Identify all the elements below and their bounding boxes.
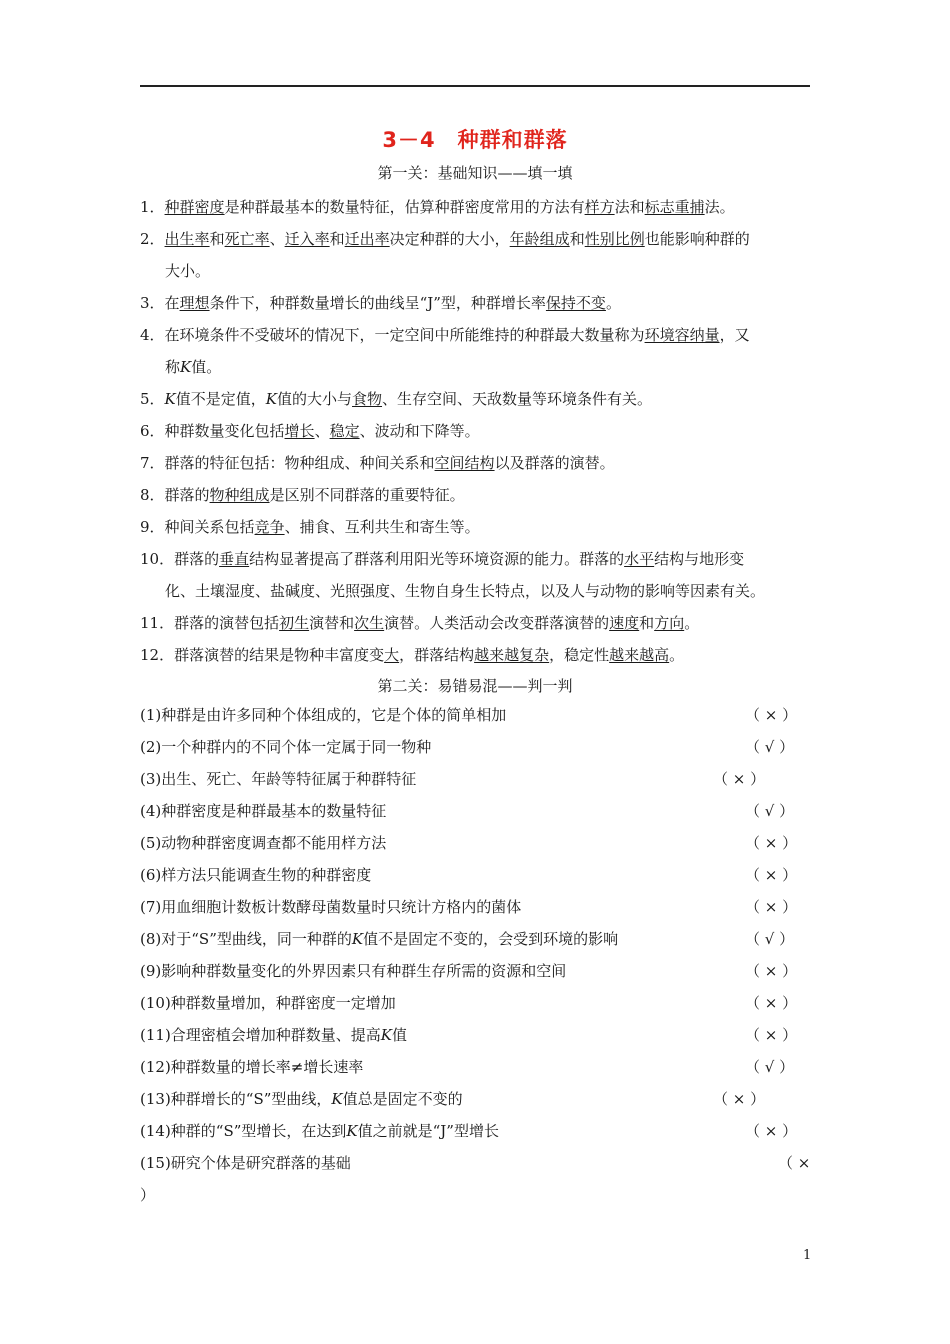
judgment-14-italic-k: K: [346, 1122, 358, 1140]
judgment-5-text: (5)动物种群密度调查都不能用样方法: [140, 834, 387, 852]
fill-item-3-line-1: [140, 292, 621, 314]
fill-item-12-text: 12．群落演替的结果是物种丰富度变: [140, 646, 385, 664]
judgment-1-answer: （ × ）: [745, 706, 798, 724]
judgment-13-answer: （ × ）: [713, 1090, 766, 1108]
fill-item-11-blank-answer: 初生: [279, 614, 310, 632]
judgment-8-text: (8)对于“S”型曲线，同一种群的: [140, 930, 352, 948]
judgment-2-answer: （ √ ）: [745, 738, 795, 756]
fill-item-10-text: 10．群落的: [140, 550, 220, 568]
fill-item-5-text: 值不是定值，: [175, 390, 266, 408]
fill-item-8-text: 是区别不同群落的重要特征。: [269, 486, 465, 504]
fill-item-7-line-1: [140, 452, 615, 474]
fill-item-2-blank-answer: 死亡率: [224, 230, 270, 248]
fill-item-3-text: 条件下，种群数量增长的曲线呈“J”型，种群增长率: [209, 294, 546, 312]
fill-item-12-blank-answer: 越来越复杂: [474, 646, 550, 664]
judgment-11-answer: （ × ）: [745, 1026, 798, 1044]
judgment-13-italic-k: K: [331, 1090, 343, 1108]
fill-item-1-line-1: [140, 196, 735, 218]
fill-item-9-blank-answer: 竞争: [254, 518, 285, 536]
section2-heading: 第二关：易错易混——判一判: [377, 677, 573, 695]
judgment-15-text: (15)研究个体是研究群落的基础: [140, 1154, 351, 1172]
fill-item-4-text: 值。: [191, 358, 222, 376]
fill-item-6-blank-answer: 稳定: [329, 422, 360, 440]
judgment-7-text: (7)用血细胞计数板计数酵母菌数量时只统计方格内的菌体: [140, 898, 522, 916]
fill-item-4-italic-k: K: [180, 358, 192, 376]
judgment-6-question: [140, 864, 371, 886]
fill-item-5-text: 值的大小与: [277, 390, 353, 408]
fill-item-2-blank-answer: 出生率: [164, 230, 210, 248]
fill-item-4-text: ，又: [719, 326, 750, 344]
fill-item-2-text: 和: [569, 230, 585, 248]
fill-item-1-text: 是种群最基本的数量特征，估算种群密度常用的方法有: [224, 198, 585, 216]
fill-item-2-text: 决定种群的大小，: [389, 230, 510, 248]
fill-item-2-line-2: [165, 260, 210, 282]
judgment-4-question: [140, 800, 386, 822]
judgment-3-answer: （ × ）: [713, 770, 766, 788]
judgment-5-answer: （ × ）: [745, 834, 798, 852]
fill-item-6-text: 、: [314, 422, 330, 440]
fill-item-8-text: 8．群落的: [140, 486, 210, 504]
fill-item-6-text: 、波动和下降等。: [359, 422, 480, 440]
fill-item-2-blank-answer: 年龄组成: [509, 230, 570, 248]
fill-item-3-blank-answer: 理想: [179, 294, 210, 312]
judgment-6-answer: （ × ）: [745, 866, 798, 884]
fill-item-5-italic-k: K: [164, 390, 176, 408]
judgment-2-text: (2)一个种群内的不同个体一定属于同一物种: [140, 738, 432, 756]
page-title: 3－4 种群和群落: [382, 128, 568, 152]
fill-item-5-text: 、生存空间、天敌数量等环境条件有关。: [382, 390, 653, 408]
fill-item-10-line-2: [165, 580, 765, 602]
fill-item-7-text: 7．群落的特征包括：物种组成、种间关系和: [140, 454, 435, 472]
fill-item-3-text: 。: [605, 294, 621, 312]
judgment-9-answer: （ × ）: [745, 962, 798, 980]
fill-item-4-line-2: [165, 356, 221, 378]
judgment-4-text: (4)种群密度是种群最基本的数量特征: [140, 802, 387, 820]
judgment-11-text: (11)合理密植会增加种群数量、提高: [140, 1026, 381, 1044]
fill-item-2-line-1: [140, 228, 750, 250]
fill-item-12-text: 。: [669, 646, 685, 664]
fill-item-2-text: 、: [269, 230, 285, 248]
fill-item-7-blank-answer: 空间结构: [434, 454, 495, 472]
judgment-2-question: [140, 736, 431, 758]
fill-item-5-text: 5．: [140, 390, 165, 408]
fill-item-1-blank-answer: 标志重捕: [644, 198, 705, 216]
fill-item-10-blank-answer: 水平: [624, 550, 655, 568]
judgment-8-answer: （ √ ）: [745, 930, 795, 948]
fill-item-2-text: 2．: [140, 230, 165, 248]
fill-item-9-text: 、捕食、互利共生和寄生等。: [284, 518, 480, 536]
judgment-6-text: (6)样方法只能调查生物的种群密度: [140, 866, 372, 884]
fill-item-11-blank-answer: 方向: [654, 614, 685, 632]
fill-item-9-line-1: [140, 516, 480, 538]
fill-item-11-text: 11．群落的演替包括: [140, 614, 280, 632]
fill-item-1-blank-answer: 样方: [584, 198, 615, 216]
judgment-3-text: (3)出生、死亡、年龄等特征属于种群特征: [140, 770, 417, 788]
judgment-1-question: [140, 704, 506, 726]
fill-item-5-blank-answer: 食物: [352, 390, 383, 408]
judgment-11-question: [140, 1024, 407, 1046]
judgment-10-question: [140, 992, 396, 1014]
fill-item-6-blank-answer: 增长: [284, 422, 315, 440]
judgment-8-text: 值不是固定不变的，会受到环境的影响: [363, 930, 619, 948]
fill-item-9-text: 9．种间关系包括: [140, 518, 255, 536]
judgment-13-text: 值总是固定不变的: [342, 1090, 463, 1108]
fill-item-11-line-1: [140, 612, 699, 634]
fill-item-11-text: 。: [684, 614, 700, 632]
judgment-12-text: (12)种群数量的增长率≠增长速率: [140, 1058, 364, 1076]
fill-item-10-text: 化、土壤湿度、盐碱度、光照强度、生物自身生长特点，以及人与动物的影响等因素有关。: [165, 582, 766, 600]
judgment-11-text: 值: [392, 1026, 408, 1044]
fill-item-10-blank-answer: 垂直: [219, 550, 250, 568]
fill-item-11-text: 演替。人类活动会改变群落演替的: [384, 614, 610, 632]
fill-item-12-blank-answer: 越来越高: [609, 646, 670, 664]
header-rule: [140, 85, 810, 87]
judgment-13-text: (13)种群增长的“S”型曲线，: [140, 1090, 332, 1108]
judgment-13-question: [140, 1088, 463, 1110]
fill-item-6-text: 6．种群数量变化包括: [140, 422, 285, 440]
judgment-14-question: [140, 1120, 499, 1142]
fill-item-1-text: 法和: [614, 198, 645, 216]
fill-item-10-text: 结构显著提高了群落利用阳光等环境资源的能力。群落的: [249, 550, 625, 568]
fill-item-1-text: 1．: [140, 198, 165, 216]
judgment-9-text: (9)影响种群数量变化的外界因素只有种群生存所需的资源和空间: [140, 962, 567, 980]
fill-item-2-blank-answer: 迁出率: [344, 230, 390, 248]
fill-item-11-text: 演替和: [309, 614, 355, 632]
judgment-8-italic-k: K: [351, 930, 364, 948]
fill-item-5-line-1: [140, 388, 652, 410]
judgment-10-text: (10)种群数量增加，种群密度一定增加: [140, 994, 396, 1012]
fill-item-4-line-1: [140, 324, 750, 346]
fill-item-5-italic-k: K: [265, 390, 277, 408]
fill-item-4-text: 4．在环境条件不受破坏的情况下，一定空间中所能维持的种群最大数量称为: [140, 326, 645, 344]
fill-item-11-blank-answer: 速度: [609, 614, 640, 632]
judgment-15-answer-wrap: ）: [140, 1186, 156, 1204]
section1-heading: 第一关：基础知识——填一填: [377, 164, 573, 182]
fill-item-10-line-1: [140, 548, 744, 570]
judgment-1-text: (1)种群是由许多同种个体组成的，它是个体的简单相加: [140, 706, 507, 724]
judgment-11-italic-k: K: [380, 1026, 393, 1044]
fill-item-2-text: 和: [209, 230, 225, 248]
fill-item-2-text: 和: [329, 230, 345, 248]
fill-item-2-text: 也能影响种群的: [644, 230, 750, 248]
fill-item-4-blank-answer: 环境容纳量: [644, 326, 720, 344]
judgment-10-answer: （ × ）: [745, 994, 798, 1012]
fill-item-6-line-1: [140, 420, 480, 442]
judgment-8-question: [140, 928, 618, 950]
fill-item-1-blank-answer: 种群密度: [164, 198, 225, 216]
fill-item-1-text: 法。: [704, 198, 735, 216]
judgment-14-answer: （ × ）: [745, 1122, 798, 1140]
fill-item-11-blank-answer: 次生: [354, 614, 385, 632]
fill-item-4-text: 称: [165, 358, 181, 376]
judgment-15-question: [140, 1152, 351, 1174]
judgment-14-text: (14)种群的“S”型增长，在达到: [140, 1122, 347, 1140]
fill-item-3-text: 3．在: [140, 294, 180, 312]
page-number: 1: [803, 1248, 812, 1263]
fill-item-8-blank-answer: 物种组成: [209, 486, 270, 504]
fill-item-8-line-1: [140, 484, 465, 506]
fill-item-10-text: 结构与地形变: [654, 550, 745, 568]
fill-item-2-blank-answer: 性别比例: [584, 230, 645, 248]
fill-item-12-text: ，群落结构: [399, 646, 475, 664]
fill-item-12-blank-answer: 大: [384, 646, 400, 664]
judgment-12-question: [140, 1056, 363, 1078]
judgment-14-text: 值之前就是“J”型增长: [357, 1122, 499, 1140]
judgment-12-answer: （ √ ）: [745, 1058, 795, 1076]
judgment-7-answer: （ × ）: [745, 898, 798, 916]
judgment-15-answer: （ ×: [778, 1154, 811, 1172]
fill-item-2-blank-answer: 迁入率: [284, 230, 330, 248]
judgment-3-question: [140, 768, 416, 790]
judgment-4-answer: （ √ ）: [745, 802, 795, 820]
fill-item-7-text: 以及群落的演替。: [494, 454, 615, 472]
judgment-7-question: [140, 896, 521, 918]
judgment-5-question: [140, 832, 386, 854]
fill-item-2-text: 大小。: [165, 262, 211, 280]
fill-item-3-blank-answer: 保持不变: [545, 294, 606, 312]
fill-item-11-text: 和: [639, 614, 655, 632]
judgment-9-question: [140, 960, 566, 982]
fill-item-12-line-1: [140, 644, 684, 666]
fill-item-12-text: ，稳定性: [549, 646, 610, 664]
